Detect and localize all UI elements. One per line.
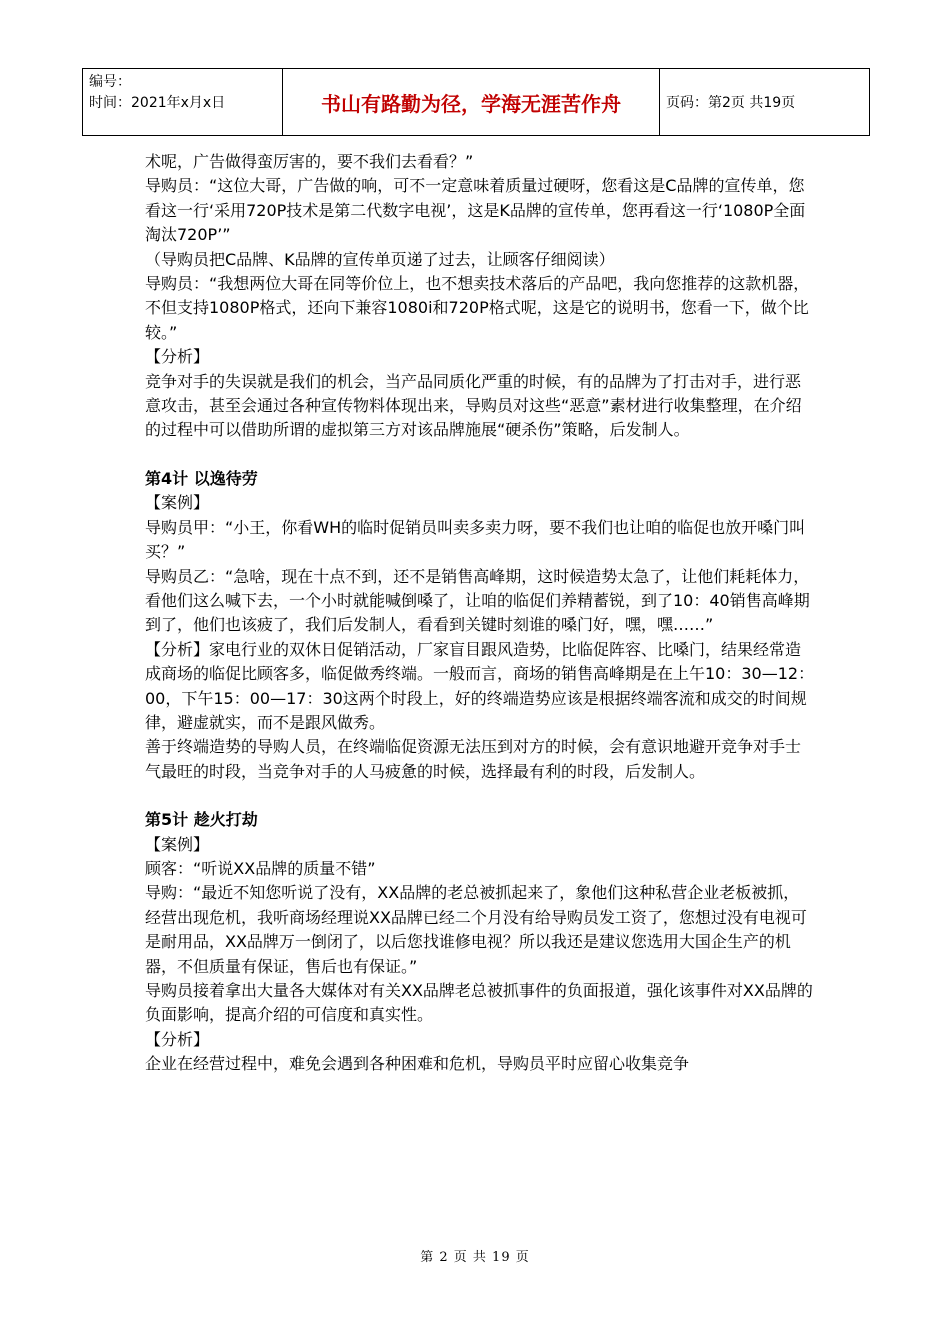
paragraph: 竞争对手的失误就是我们的机会，当产品同质化严重的时候，有的品牌为了打击对手，进行恶意攻击，甚至会通过各种宣传物料体现出来，导购员对这些“恶意”素材进行收集整理，在介绍的过程中可以借助所谓的虚拟第三方对该品牌施展“硬杀伤”策略，后发制人。 — [145, 371, 802, 440]
paragraph: 【分析】 — [145, 1029, 210, 1049]
paragraph: 企业在经营过程中，难免会遇到各种困难和危机，导购员平时应留心收集竞争 — [145, 1054, 690, 1074]
number-label: 编号： — [89, 74, 131, 90]
section-gap — [145, 784, 815, 808]
section-gap — [145, 443, 815, 467]
header-meta — [83, 69, 283, 135]
paragraph: 善于终端造势的导购人员，在终端临促资源无法压到对方的时候，会有意识地避开竞争对手士气最旺的时段，当竞争对手的人马疲惫的时候，选择最有利的时段，后发制人。 — [145, 737, 802, 781]
document-body — [145, 150, 815, 1077]
section-heading: 第5计 趁火打劫 — [145, 810, 258, 830]
header-motto: 书山有路勤为径，学海无涯苦作舟 — [283, 69, 660, 135]
paragraph: 【分析】 — [145, 347, 210, 367]
time-label: 时间：2021年x月x日 — [89, 95, 226, 111]
paragraph: 导购员接着拿出大量各大媒体对有关XX品牌老总被抓事件的负面报道，强化该事件对XX品牌的负面影响，提高介绍的可信度和真实性。 — [145, 981, 813, 1025]
paragraph: 【案例】 — [145, 493, 210, 513]
header-table — [82, 68, 870, 136]
paragraph: 导购员甲：“小王，你看WH的临时促销员叫卖多卖力呀，要不我们也让咱的临促也放开嗓门叫买？” — [145, 517, 806, 562]
paragraph: 导购员乙：“急啥，现在十点不到，还不是销售高峰期，这时候造势太急了，让他们耗耗体力，看他们这么喊下去，一个小时就能喊倒嗓了，让咱的临促们养精蓄锐，到了10：40销售高峰期到了，他们也该疲了，我们后发制人，看看到关键时刻谁的嗓门好，嘿，嘿……” — [145, 566, 810, 635]
section-heading: 第4计 以逸待劳 — [145, 468, 258, 488]
page-footer: 第 2 页 共 19 页 — [420, 1250, 530, 1265]
paragraph: （导购员把C品牌、K品牌的宣传单页递了过去，让顾客仔细阅读） — [145, 249, 615, 269]
paragraph: 【分析】家电行业的双休日促销活动，厂家盲目跟风造势，比临促阵容、比嗓门，结果经常造成商场的临促比顾客多，临促做秀终端。一般而言，商场的销售高峰期是在上午10：30—12：00，下午15：00—17：30这两个时段上，好的终端造势应该是根据终端客流和成交的时间规律，避虚就实，而不是跟风做秀。 — [145, 639, 815, 732]
paragraph: 导购员：“我想两位大哥在同等价位上，也不想卖技术落后的产品吧，我向您推荐的这款机器，不但支持1080P格式，还向下兼容1080i和720P格式呢，这是它的说明书，您看一下，做个比较。” — [145, 274, 810, 342]
paragraph: 导购员：“这位大哥，广告做的响，可不一定意味着质量过硬呀，您看这是C品牌的宣传单，您看这一行‘采用720P技术是第二代数字电视’，这是K品牌的宣传单，您再看这一行‘1080P全面淘汰720P’” — [145, 176, 806, 245]
paragraph: 导购：“最近不知您听说了没有，XX品牌的老总被抓起来了，象他们这种私营企业老板被抓，经营出现危机，我听商场经理说XX品牌已经二个月没有给导购员发工资了，您想过没有电视可是耐用品，XX品牌万一倒闭了，以后您找谁修电视？所以我还是建议您选用大国企生产的机器，不但质量有保证，售后也有保证。” — [145, 883, 807, 976]
paragraph: 【案例】 — [145, 834, 210, 854]
paragraph: 术呢，广告做得蛮厉害的，要不我们去看看？” — [145, 152, 474, 171]
paragraph: 顾客：“听说XX品牌的质量不错” — [145, 858, 376, 878]
header-page-label: 页码：第2页 共19页 — [666, 95, 796, 111]
